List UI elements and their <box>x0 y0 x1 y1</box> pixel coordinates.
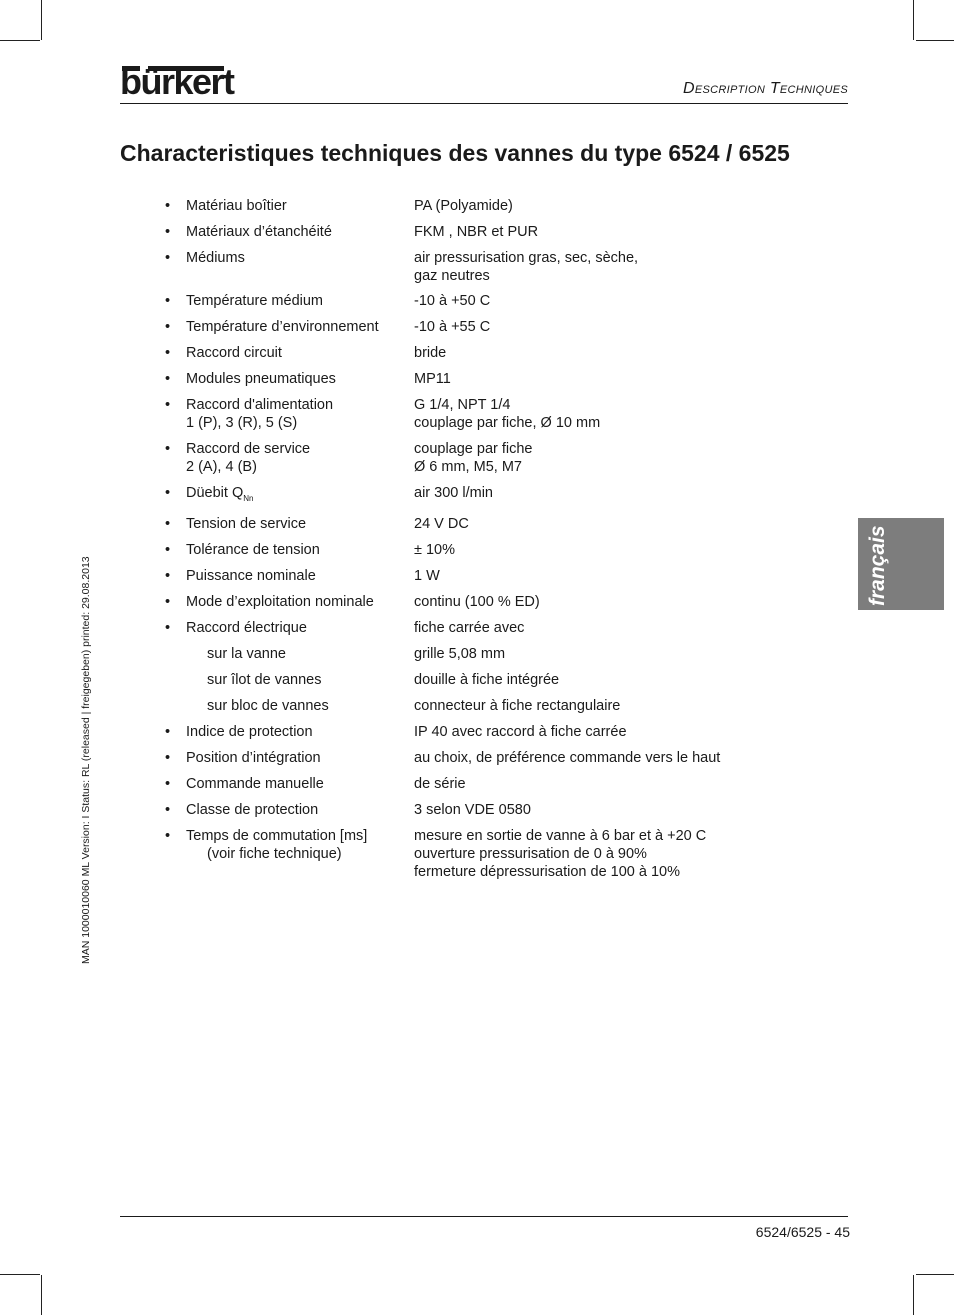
spec-row <box>165 827 765 881</box>
crop-mark <box>0 1274 40 1275</box>
spec-value: douille à fiche intégrée <box>414 672 560 688</box>
spec-row <box>165 723 765 741</box>
bullet: • <box>165 293 171 309</box>
bullet: • <box>165 516 171 532</box>
header-section-title: Description Techniques <box>682 80 848 97</box>
crop-mark <box>913 1275 914 1315</box>
bullet: • <box>165 485 171 501</box>
spec-value: air pressurisation gras, sec, sèche, gaz neutres <box>414 250 639 284</box>
spec-label: Raccord électrique <box>186 620 307 636</box>
spec-row <box>165 567 765 585</box>
crop-mark <box>913 0 914 40</box>
footer-divider <box>120 1216 848 1217</box>
spec-label: Puissance nominale <box>186 568 316 584</box>
bullet: • <box>165 828 171 844</box>
spec-value: 3 selon VDE 0580 <box>414 802 531 818</box>
bullet: • <box>165 802 171 818</box>
spec-label: Raccord d'alimentation 1 (P), 3 (R), 5 (S) <box>186 397 334 431</box>
spec-label: Médiums <box>186 250 245 266</box>
spec-value: MP11 <box>414 371 451 387</box>
bullet <box>165 645 186 663</box>
spec-value: au choix, de préférence commande vers le haut <box>414 750 721 766</box>
bullet: • <box>165 319 171 335</box>
spec-label: Raccord circuit <box>186 345 282 361</box>
spec-row <box>165 344 765 362</box>
spec-label: Tolérance de tension <box>186 542 320 558</box>
spec-value: G 1/4, NPT 1/4 couplage par fiche, Ø 10 mm <box>414 397 601 431</box>
spec-value: ± 10% <box>414 542 456 558</box>
spec-value: grille 5,08 mm <box>414 646 506 662</box>
spec-value: bride <box>414 345 447 361</box>
spec-label-note: (voir fiche technique) <box>207 846 342 862</box>
header-divider <box>120 103 848 104</box>
spec-label: sur la vanne <box>207 646 286 662</box>
spec-value: air 300 l/min <box>414 485 493 501</box>
spec-label: Commande manuelle <box>186 776 324 792</box>
spec-row <box>165 396 765 432</box>
bullet: • <box>165 620 171 636</box>
spec-label: Matériau boîtier <box>186 198 287 214</box>
spec-label: Matériaux d’étanchéité <box>186 224 332 240</box>
spec-row <box>165 645 765 663</box>
crop-mark <box>916 1274 954 1275</box>
spec-value: fiche carrée avec <box>414 620 525 636</box>
spec-row <box>165 318 765 336</box>
spec-value: connecteur à fiche rectangulaire <box>414 698 621 714</box>
bullet: • <box>165 568 171 584</box>
spec-row <box>165 370 765 388</box>
spec-value: mesure en sortie de vanne à 6 bar et à +20 C ouverture pressurisation de 0 à 90% fermeture dépressurisation de 100 à 10% <box>414 828 707 880</box>
spec-row <box>165 484 765 508</box>
spec-row <box>165 593 765 611</box>
spec-row <box>165 440 765 476</box>
spec-label: Température d’environnement <box>186 319 379 335</box>
spec-label: Tension de service <box>186 516 307 532</box>
language-tab[interactable] <box>858 518 944 610</box>
bullet: • <box>165 724 171 740</box>
bullet <box>165 671 186 689</box>
bullet: • <box>165 542 171 558</box>
spec-row <box>165 619 765 637</box>
spec-row <box>165 541 765 559</box>
spec-row <box>165 292 765 310</box>
spec-label: Düebit $Q_{Nn}$ <box>186 485 254 503</box>
spec-list <box>165 197 765 889</box>
spec-value: -10 à +55 C <box>414 319 491 335</box>
spec-label: Position d’intégration <box>186 750 321 766</box>
page-title: Characteristiques techniques des vannes du type 6524 / 6525 <box>120 140 790 166</box>
crop-mark <box>41 0 42 40</box>
spec-label: Mode d’exploitation nominale <box>186 594 374 610</box>
spec-row <box>165 197 765 215</box>
spec-value: de série <box>414 776 466 792</box>
spec-value: continu (100 % ED) <box>414 594 540 610</box>
spec-value: FKM , NBR et PUR <box>414 224 539 240</box>
bullet: • <box>165 750 171 766</box>
bullet: • <box>165 397 171 413</box>
crop-mark <box>41 1275 42 1315</box>
page-number: 6524/6525 - 45 <box>755 1224 850 1240</box>
spec-label: Température médium <box>186 293 323 309</box>
bullet: • <box>165 345 171 361</box>
label-subscript: Nn <box>243 494 254 503</box>
bullet: • <box>165 250 171 266</box>
spec-row <box>165 249 765 285</box>
spec-row <box>165 775 765 793</box>
spec-label: Modules pneumatiques <box>186 371 336 387</box>
spec-row <box>165 671 765 689</box>
spec-row <box>165 223 765 241</box>
spec-value: IP 40 avec raccord à fiche carrée <box>414 724 627 740</box>
spec-value: 1 W <box>414 568 440 584</box>
spec-value: PA (Polyamide) <box>414 198 513 214</box>
spec-value: 24 V DC <box>414 516 469 532</box>
spec-row <box>165 697 765 715</box>
bullet: • <box>165 224 171 240</box>
spec-label: Indice de protection <box>186 724 313 740</box>
spec-value: -10 à +50 C <box>414 293 491 309</box>
burkert-logo: bürkert <box>120 61 234 102</box>
document-meta: MAN 1000010060 ML Version: I Status: RL (released | freigegeben) printed: 29.08.2013 <box>80 556 92 964</box>
crop-mark <box>0 40 40 41</box>
spec-value: couplage par fiche Ø 6 mm, M5, M7 <box>414 441 533 475</box>
language-tab-label: français <box>866 525 889 606</box>
bullet: • <box>165 198 171 214</box>
spec-row <box>165 801 765 819</box>
spec-row <box>165 749 765 767</box>
spec-label: Temps de commutation [ms] (voir fiche technique) <box>186 827 414 881</box>
spec-label: Classe de protection <box>186 802 319 818</box>
spec-label: Raccord de service 2 (A), 4 (B) <box>186 441 311 475</box>
bullet: • <box>165 776 171 792</box>
spec-label: sur bloc de vannes <box>207 698 329 714</box>
bullet: • <box>165 441 171 457</box>
crop-mark <box>916 40 954 41</box>
bullet: • <box>165 594 171 610</box>
bullet: • <box>165 371 171 387</box>
spec-row <box>165 515 765 533</box>
bullet <box>165 697 186 715</box>
spec-label: sur îlot de vannes <box>207 672 322 688</box>
